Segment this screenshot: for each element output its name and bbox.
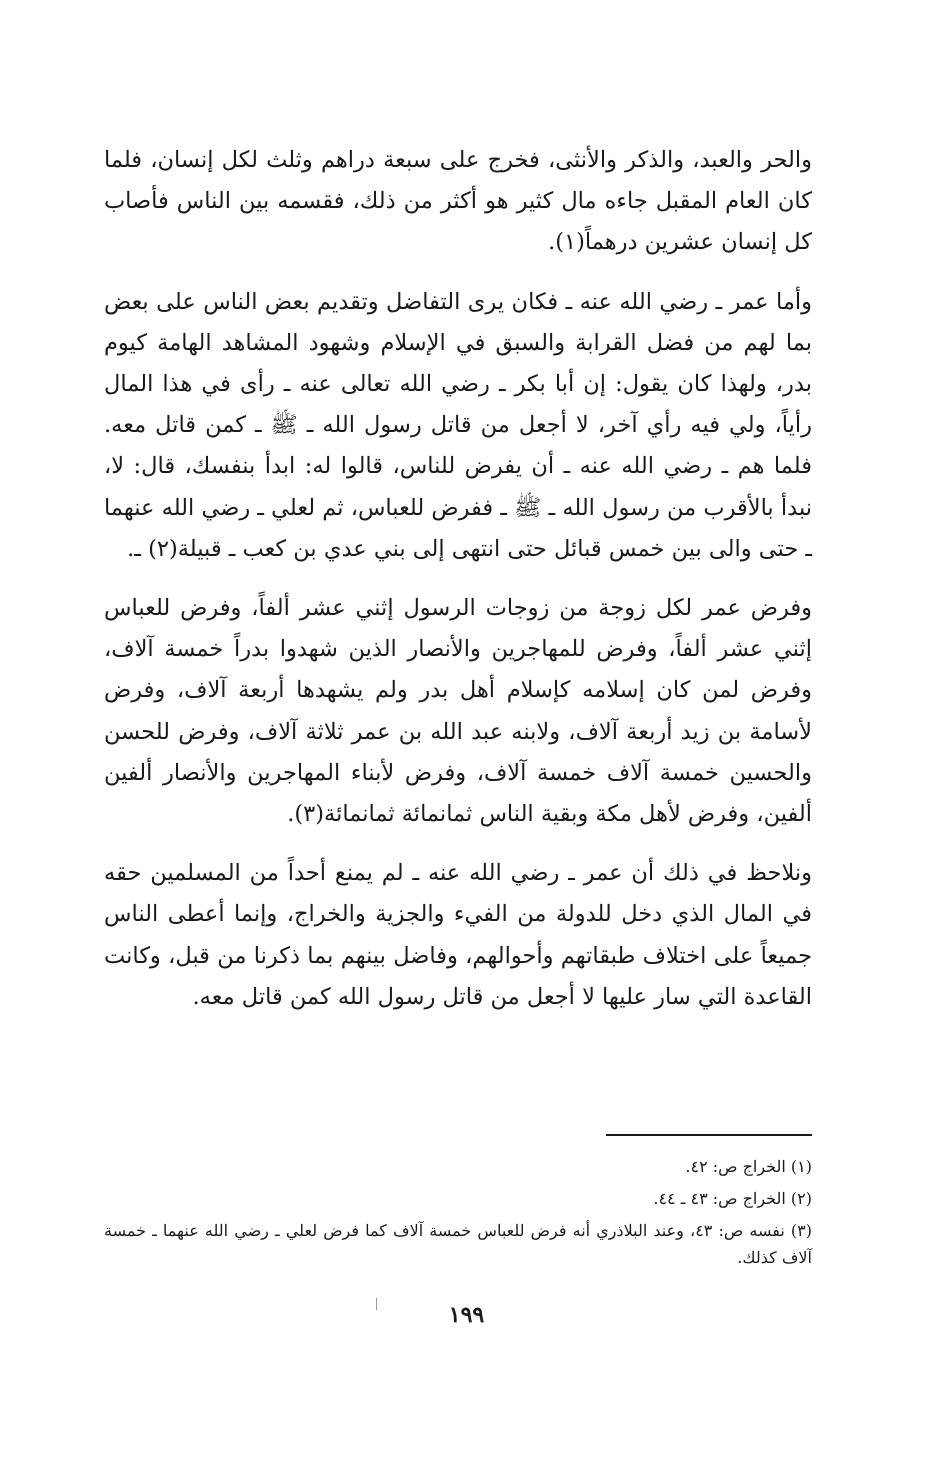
- paragraph-1: والحر والعبد، والذكر والأنثى، فخرج على سبعة دراهم وثلث لكل إنسان، فلما كان العام المقبل جاءه مال كثير هو أكثر من ذلك، فقسمه بين الناس فأصاب كل إنسان عشرين درهماً(١).: [104, 147, 812, 256]
- paragraph-3: وفرض عمر لكل زوجة من زوجات الرسول إثني عشر ألفاً، وفرض للعباس إثني عشر ألفاً، وفرض للمهاجرين والأنصار الذين شهدوا بدراً خمسة آلاف، وفرض لمن كان إسلامه كإسلام أهل بدر ولم يشهدها أربعة آلاف، وفرض لأسامة بن زيد أربعة آلاف، ولابنه عبد الله بن عمر ثلاثة آلاف، وفرض للحسن والحسين خمسة آلاف خمسة آلاف، وفرض لأبناء المهاجرين والأنصار ألفين ألفين، وفرض لأهل مكة وبقية الناس ثمانمائة ثمانمائة(٣).: [104, 595, 812, 828]
- main-text: [104, 140, 812, 1036]
- footnotes: [104, 1153, 812, 1276]
- paragraph-4: ونلاحظ في ذلك أن عمر ـ رضي الله عنه ـ لم يمنع أحداً من المسلمين حقه في المال الذي دخل للدولة من الفيء والجزية والخراج، وإنما أعطى الناس جميعاً على اختلاف طبقاتهم وأحوالهم، وفاضل بينهم بما ذكرنا من قبل، وكانت القاعدة التي سار عليها لا أجعل من قاتل رسول الله كمن قاتل معه.: [104, 860, 812, 1010]
- footnote-1: (١) الخراج ص: ٤٢.: [685, 1157, 812, 1176]
- footnote-divider: [606, 1134, 812, 1136]
- paragraph-2: وأما عمر ـ رضي الله عنه ـ فكان يرى التفاضل وتقديم بعض الناس على بعض بما لهم من فضل القرابة والسبق في الإسلام وشهود المشاهد الهامة كيوم بدر، ولهذا كان يقول: إن أبا بكر ـ رضي الله تعالى عنه ـ رأى في هذا المال رأياً، ولي فيه رأي آخر، لا أجعل من قاتل رسول الله ـ ﷺ ـ كمن قاتل معه. فلما هم ـ رضي الله عنه ـ أن يفرض للناس، قالوا له: ابدأ بنفسك، قال: لا، نبدأ بالأقرب من رسول الله ـ ﷺ ـ ففرض للعباس، ثم لعلي ـ رضي الله عنهما ـ حتى والى بين خمس قبائل حتى انتهى إلى بني عدي بن كعب ـ قبيلة(٢) ـ.: [104, 288, 812, 562]
- page-number: ١٩٩: [448, 1302, 485, 1328]
- footnote-2: (٢) الخراج ص: ٤٣ ـ ٤٤.: [653, 1189, 812, 1208]
- footnote-3: (٣) نفسه ص: ٤٣، وعند البلاذري أنه فرض للعباس خمسة آلاف كما فرض لعلي ـ رضي الله عنهما ـ خمسة آلاف كذلك.: [104, 1221, 812, 1267]
